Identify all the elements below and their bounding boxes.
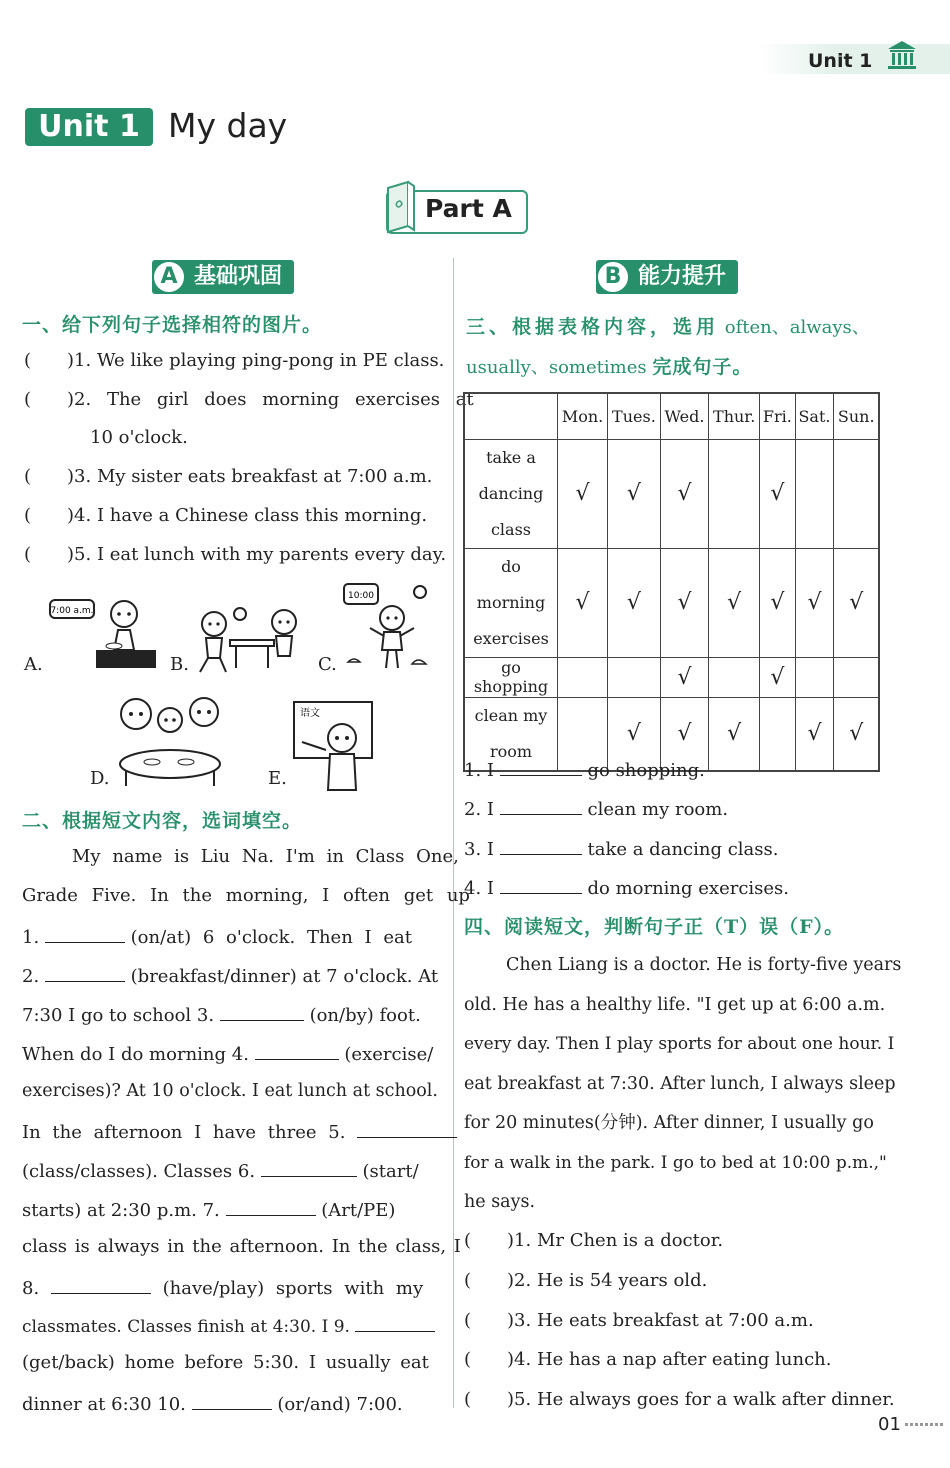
- q2-blank-1[interactable]: [45, 924, 125, 943]
- unit-badge: Unit 1: [25, 108, 153, 146]
- q3-sentence-prefix: 4. I: [464, 878, 495, 899]
- check-cell: [709, 657, 760, 697]
- picture-label-c: C.: [318, 654, 337, 675]
- q3-title-cn: 三、根据表格内容，选用: [466, 316, 720, 338]
- q4-item-4: ( )4. He has a nap after eating lunch.: [464, 1349, 832, 1370]
- table-day: Fri.: [760, 393, 795, 439]
- picture-label-b: B.: [170, 654, 189, 675]
- q2-blank-num-8: 8.: [22, 1278, 40, 1299]
- q2-line-15: [22, 1391, 403, 1416]
- q4-item-3: ( )3. He eats breakfast at 7:00 a.m.: [464, 1310, 814, 1331]
- q2-line-8-text: In the afternoon I have three 5.: [22, 1122, 346, 1143]
- activity-text: go shopping: [473, 658, 549, 696]
- check-mark: √: [807, 721, 822, 747]
- page-title: My day: [168, 106, 288, 145]
- q2-line-9-text: (class/classes). Classes 6.: [22, 1161, 256, 1182]
- check-cell: [608, 548, 661, 657]
- check-cell: [834, 548, 879, 657]
- activity-text: do morning: [476, 556, 546, 612]
- q2-line-13-text: classmates. Classes finish at 4:30. I 9.: [22, 1317, 350, 1337]
- banner-title-a: 基础巩固: [194, 264, 283, 289]
- q4-passage-3: every day. Then I play sports for about one hour. I: [464, 1034, 895, 1054]
- table-day: Thur.: [709, 393, 760, 439]
- q2-line-5-text: 7:30 I go to school 3.: [22, 1005, 215, 1026]
- q3-sentence-1: [464, 757, 705, 782]
- activity-text: take a: [486, 447, 536, 467]
- q2-line-10-tail: (Art/PE): [321, 1200, 396, 1221]
- q2-blank-8[interactable]: [51, 1275, 151, 1294]
- banner-letter-b: B: [596, 260, 630, 294]
- q4-passage-4: eat breakfast at 7:30. After lunch, I always sleep: [464, 1074, 896, 1094]
- check-mark: √: [770, 481, 785, 506]
- q3-sentence-text: do morning exercises.: [587, 878, 790, 899]
- q2-line-10-text: starts) at 2:30 p.m. 7.: [22, 1200, 220, 1221]
- check-mark: √: [849, 721, 864, 747]
- q2-line-12: [22, 1275, 423, 1300]
- q2-line-9: [22, 1158, 419, 1183]
- check-mark: √: [677, 664, 692, 690]
- activity-cell: [464, 439, 558, 548]
- check-mark: √: [626, 481, 641, 506]
- check-cell: [660, 657, 708, 697]
- check-cell: [709, 439, 760, 548]
- q3-sentence-prefix: 3. I: [464, 839, 495, 860]
- check-cell: [795, 697, 834, 771]
- q3-blank-1[interactable]: [500, 757, 582, 776]
- activity-cell: [464, 657, 558, 697]
- picture-label-e: E.: [268, 768, 287, 789]
- q1-title: 一、给下列句子选择相符的图片。: [22, 314, 323, 336]
- activity-text: exercises: [473, 628, 549, 648]
- check-cell: [834, 439, 879, 548]
- q2-line-3-text: (on/at) 6 o'clock. Then I eat: [130, 927, 412, 948]
- clock-a-text: 7:00 a.m.: [50, 606, 94, 616]
- picture-d-family-lunch: [112, 692, 224, 788]
- table-row: [464, 439, 879, 548]
- q2-blank-2[interactable]: [45, 963, 125, 982]
- check-mark: √: [575, 590, 590, 615]
- activity-text: dancing: [478, 483, 544, 503]
- q2-line-15-tail: (or/and) 7:00.: [277, 1394, 403, 1415]
- q2-line-10: [22, 1197, 395, 1222]
- table-corner: [464, 393, 558, 439]
- q3-title-line-2: [466, 352, 752, 379]
- q2-title: 二、根据短文内容，选词填空。: [22, 810, 303, 832]
- q1-item-2-cont: 10 o'clock.: [90, 427, 188, 448]
- q3-title-line-1: [466, 312, 870, 339]
- check-cell: [709, 548, 760, 657]
- check-cell: [558, 439, 608, 548]
- q2-blank-5[interactable]: [357, 1119, 457, 1138]
- q1-item-4: ( )4. I have a Chinese class this morning.: [24, 505, 428, 526]
- q2-line-9-tail: (start/: [362, 1161, 419, 1182]
- table-row: [464, 548, 879, 657]
- q1-item-1: ( )1. We like playing ping-pong in PE class.: [24, 350, 445, 371]
- q3-blank-3[interactable]: [500, 836, 582, 855]
- book-icon: [384, 180, 418, 234]
- q2-line-8: [22, 1119, 457, 1144]
- q3-sentence-prefix: 2. I: [464, 799, 495, 820]
- table-day: Wed.: [660, 393, 708, 439]
- q2-line-5-tail: (on/by) foot.: [309, 1005, 421, 1026]
- check-mark: √: [807, 590, 822, 615]
- check-mark: √: [727, 590, 742, 615]
- check-cell: [760, 697, 795, 771]
- check-mark: √: [575, 481, 590, 506]
- activity-cell: [464, 548, 558, 657]
- check-cell: [834, 697, 879, 771]
- check-mark: √: [677, 590, 692, 615]
- q3-sentence-4: [464, 875, 789, 900]
- check-cell: [760, 657, 795, 697]
- check-mark: √: [626, 590, 641, 615]
- check-mark: √: [677, 481, 692, 506]
- picture-label-d: D.: [90, 768, 110, 789]
- table-header-row: [464, 393, 879, 439]
- q2-line-13: [22, 1313, 435, 1338]
- picture-c-exercise: [340, 582, 436, 674]
- q3-sentence-prefix: 1. I: [464, 760, 495, 781]
- check-mark: √: [770, 590, 785, 615]
- q4-passage-5: for 20 minutes(分钟). After dinner, I usually go: [464, 1113, 874, 1133]
- q3-sentence-2: [464, 796, 728, 821]
- q2-line-2: Grade Five. In the morning, I often get up: [22, 885, 470, 906]
- header-unit-label: Unit 1: [808, 50, 873, 72]
- check-cell: [795, 439, 834, 548]
- q2-line-5: [22, 1002, 421, 1027]
- check-cell: [608, 439, 661, 548]
- q2-line-6-tail: (exercise/: [344, 1044, 434, 1065]
- section-a-banner: [152, 260, 294, 294]
- q1-item-5: ( )5. I eat lunch with my parents every day.: [24, 544, 447, 565]
- q2-line-11: class is always in the afternoon. In the class, I: [22, 1236, 461, 1257]
- q2-line-15-text: dinner at 6:30 10.: [22, 1394, 186, 1415]
- check-mark: √: [770, 664, 785, 690]
- check-mark: √: [677, 721, 692, 747]
- check-mark: √: [626, 721, 641, 747]
- table-day: Sat.: [795, 393, 834, 439]
- q4-passage-1: Chen Liang is a doctor. He is forty-five years: [506, 955, 902, 975]
- check-cell: [558, 657, 608, 697]
- check-cell: [660, 439, 708, 548]
- q2-line-6: [22, 1041, 433, 1066]
- q2-blank-10[interactable]: [192, 1391, 272, 1410]
- q3-sentence-text: take a dancing class.: [587, 839, 779, 860]
- q2-blank-4[interactable]: [255, 1041, 339, 1060]
- check-mark: √: [849, 590, 864, 615]
- q2-line-4: [22, 963, 438, 988]
- check-cell: [660, 548, 708, 657]
- q2-line-1: My name is Liu Na. I'm in Class One,: [72, 846, 459, 867]
- q3-title-cn-2: 完成句子。: [652, 356, 753, 378]
- picture-a-breakfast: [48, 596, 158, 672]
- check-cell: [834, 657, 879, 697]
- check-cell: [795, 548, 834, 657]
- q4-item-5: ( )5. He always goes for a walk after dinner.: [464, 1389, 895, 1410]
- q3-title-words-1: often、always、: [724, 317, 870, 338]
- table-row: [464, 657, 879, 697]
- q3-blank-2[interactable]: [500, 796, 582, 815]
- q3-sentence-text: go shopping.: [587, 760, 705, 781]
- q4-passage-6: for a walk in the park. I go to bed at 10:00 p.m.,": [464, 1153, 887, 1173]
- picture-b-ping-pong: [192, 606, 304, 676]
- check-cell: [709, 697, 760, 771]
- check-cell: [760, 439, 795, 548]
- q4-title: 四、阅读短文，判断句子正（T）误（F）。: [464, 916, 845, 938]
- check-cell: [558, 548, 608, 657]
- part-label: Part A: [425, 194, 512, 223]
- q2-line-14: (get/back) home before 5:30. I usually eat: [22, 1352, 429, 1373]
- q3-sentence-text: clean my room.: [587, 799, 729, 820]
- board-e-text: 语文: [300, 708, 320, 719]
- q2-blank-3[interactable]: [220, 1002, 304, 1021]
- q4-passage-7: he says.: [464, 1192, 536, 1212]
- banner-letter-a: A: [152, 260, 186, 294]
- q4-item-2: ( )2. He is 54 years old.: [464, 1270, 708, 1291]
- clock-c-text: 10:00: [348, 591, 374, 601]
- q4-item-1: ( )1. Mr Chen is a doctor.: [464, 1230, 724, 1251]
- q2-blank-7[interactable]: [226, 1197, 316, 1216]
- schedule-table: [463, 392, 880, 772]
- picture-label-a: A.: [24, 654, 43, 675]
- q2-line-12-text: (have/play) sports with my: [162, 1278, 424, 1299]
- q3-blank-4[interactable]: [500, 875, 582, 894]
- q2-line-4-text: (breakfast/dinner) at 7 o'clock. At: [130, 966, 439, 987]
- q1-item-2: ( )2. The girl does morning exercises at: [24, 389, 474, 410]
- section-b-banner: [596, 260, 738, 294]
- activity-text: clean my: [474, 705, 548, 725]
- q2-line-7: exercises)? At 10 o'clock. I eat lunch at school.: [22, 1081, 438, 1101]
- check-cell: [760, 548, 795, 657]
- table-day: Mon.: [558, 393, 608, 439]
- q3-title-words-2: usually、sometimes: [466, 357, 647, 378]
- q2-blank-9[interactable]: [355, 1313, 435, 1332]
- banner-title-b: 能力提升: [638, 264, 727, 289]
- q2-blank-num-1: 1.: [22, 927, 40, 948]
- building-icon: [885, 38, 919, 72]
- q3-sentence-3: [464, 836, 778, 861]
- activity-text: room: [489, 741, 533, 761]
- activity-text: class: [490, 519, 532, 539]
- q2-blank-num-2: 2.: [22, 966, 40, 987]
- q2-line-6-text: When do I do morning 4.: [22, 1044, 249, 1065]
- check-mark: √: [727, 721, 742, 747]
- q2-line-3: [22, 924, 412, 949]
- table-day: Tues.: [608, 393, 661, 439]
- check-cell: [608, 657, 661, 697]
- q4-passage-2: old. He has a healthy life. "I get up at 6:00 a.m.: [464, 995, 886, 1015]
- page-number-dots: [905, 1423, 945, 1426]
- check-cell: [795, 657, 834, 697]
- table-day: Sun.: [834, 393, 879, 439]
- picture-e-chinese-class: [292, 700, 376, 792]
- page-number: 01: [878, 1414, 901, 1435]
- q1-item-3: ( )3. My sister eats breakfast at 7:00 a.m.: [24, 466, 433, 487]
- q2-blank-6[interactable]: [261, 1158, 357, 1177]
